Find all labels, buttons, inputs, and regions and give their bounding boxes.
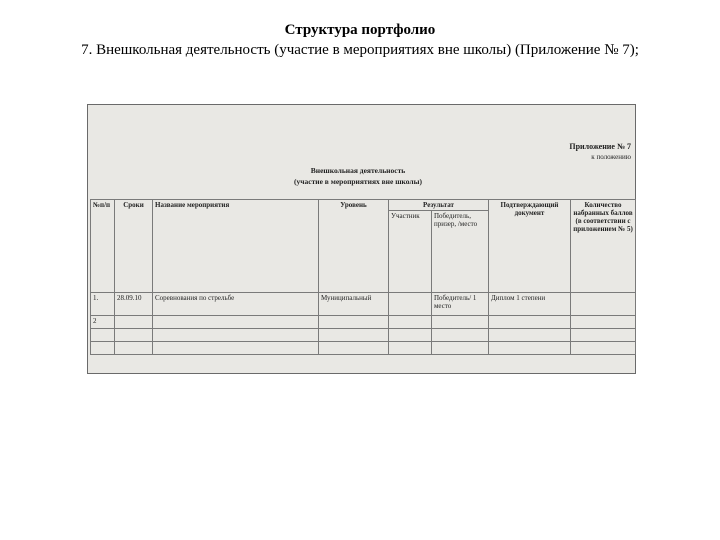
table-row <box>91 342 636 355</box>
cell-empty <box>571 329 636 342</box>
table-row <box>91 329 636 342</box>
slide-subtitle: 7. Внешкольная деятельность (участие в мероприятиях вне школы) (Приложение № 7); <box>81 42 639 58</box>
slide-title: Структура портфолио <box>284 22 436 38</box>
cell-winner: Победитель/ 1 место <box>432 293 489 316</box>
cell-empty <box>319 329 389 342</box>
cell-empty <box>571 342 636 355</box>
cell-num: 1. <box>91 293 115 316</box>
cell-empty <box>389 329 432 342</box>
cell-empty <box>91 342 115 355</box>
cell-participant <box>389 316 432 329</box>
cell-date: 28.09.10 <box>115 293 153 316</box>
table-row <box>91 293 636 316</box>
document-heading <box>268 165 448 187</box>
cell-empty <box>389 342 432 355</box>
cell-level: Муниципальный <box>319 293 389 316</box>
activity-table <box>90 199 636 355</box>
col-header-date: Сроки <box>115 200 153 293</box>
cell-empty <box>115 342 153 355</box>
cell-empty <box>432 329 489 342</box>
cell-event: Соревнования по стрельбе <box>153 293 319 316</box>
appendix-reference: к положению <box>591 153 631 161</box>
cell-empty <box>153 342 319 355</box>
document-heading-line1: Внешкольная деятельность <box>310 166 406 175</box>
col-header-level: Уровень <box>319 200 389 293</box>
col-header-participant: Участник <box>389 211 432 293</box>
col-header-num: №п/п <box>91 200 115 293</box>
cell-points <box>571 293 636 316</box>
cell-num: 2 <box>91 316 115 329</box>
appendix-title: Приложение № 7 <box>569 142 631 151</box>
cell-empty <box>115 329 153 342</box>
document-scan <box>87 104 636 374</box>
col-header-document: Подтверждающий документ <box>489 200 571 293</box>
cell-empty <box>489 329 571 342</box>
col-header-winner: Победитель, призер, /место <box>432 211 489 293</box>
cell-participant <box>389 293 432 316</box>
col-header-event: Название мероприятия <box>153 200 319 293</box>
cell-empty <box>91 329 115 342</box>
col-header-points: Количество набранных баллов (в соответствии с приложением № 5) <box>571 200 636 293</box>
cell-winner <box>432 316 489 329</box>
cell-empty <box>489 342 571 355</box>
document-heading-line2: (участие в мероприятиях вне школы) <box>294 177 422 186</box>
cell-empty <box>432 342 489 355</box>
cell-document: Диплом 1 степени <box>489 293 571 316</box>
cell-level <box>319 316 389 329</box>
table-row <box>91 316 636 329</box>
cell-date <box>115 316 153 329</box>
cell-empty <box>153 329 319 342</box>
cell-points <box>571 316 636 329</box>
cell-event <box>153 316 319 329</box>
table-header-row <box>91 200 636 211</box>
cell-document <box>489 316 571 329</box>
col-header-result: Результат <box>389 200 489 211</box>
appendix-label <box>569 141 631 163</box>
cell-empty <box>319 342 389 355</box>
